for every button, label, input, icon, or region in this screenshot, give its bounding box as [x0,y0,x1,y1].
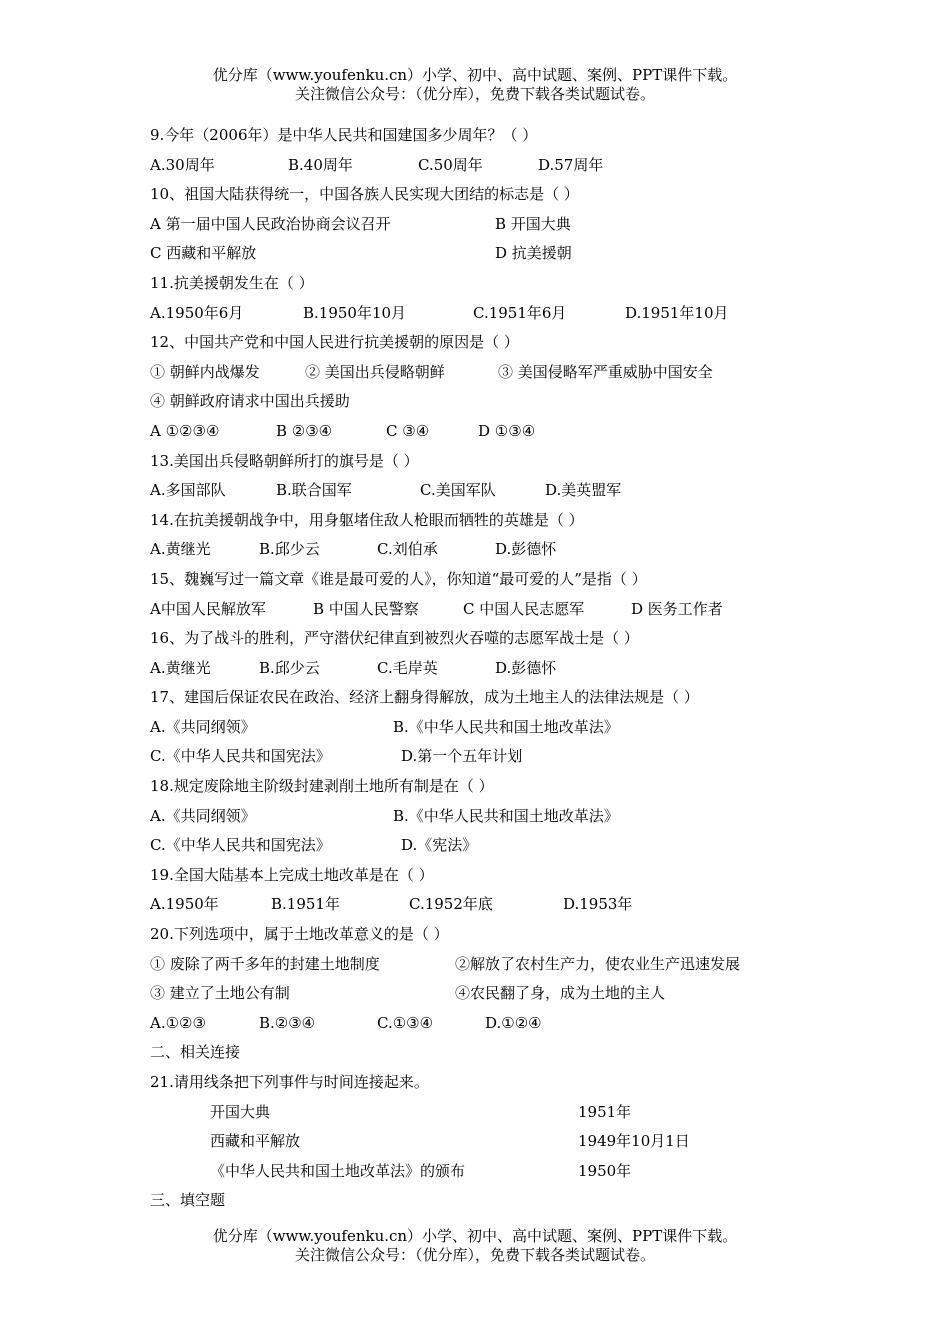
q21-event: 开国大典 [210,1102,271,1121]
q20-option-a: A.①②③ [150,1013,206,1032]
q10-option-c: C 西藏和平解放 [150,244,257,263]
q10-options-ab [150,210,830,240]
q18-option-c: C.《中华人民共和国宪法》 [150,836,331,855]
q20-statement-1: ① 废除了两千多年的封建土地制度 [150,954,380,973]
q12-statement-4: ④ 朝鲜政府请求中国出兵援助 [150,392,350,411]
q14-option-b: B.邱少云 [259,540,320,559]
q16-option-a: A.黄继光 [150,658,211,677]
q13-option-c: C.美国军队 [420,481,496,500]
q17-options-cd [150,742,830,772]
q20-options [150,1009,830,1039]
q10-option-d: D 抗美援朝 [495,244,572,263]
q9-options [150,151,830,181]
q18-stem: 18.规定废除地主阶级封建剥削土地所有制是在（ ） [150,777,494,796]
q21-time: 1950年 [578,1161,632,1180]
footer-line-2: 关注微信公众号：（优分库），免费下载各类试题试卷。 [294,1246,655,1264]
q18-option-b: B.《中华人民共和国土地改革法》 [393,806,619,825]
q16-option-b: B.邱少云 [259,658,320,677]
q9-option-c: C.50周年 [418,155,483,174]
q11-options [150,299,830,329]
q12-statement-2: ② 美国出兵侵略朝鲜 [305,362,445,381]
q10-stem: 10、祖国大陆获得统一，中国各族人民实现大团结的标志是（ ） [150,185,579,204]
q19-stem: 19.全国大陆基本上完成土地改革是在（ ） [150,865,434,884]
q21-row [150,1127,830,1157]
q13-option-a: A.多国部队 [150,481,226,500]
q20-statement-4: ④农民翻了身，成为土地的主人 [455,984,666,1003]
q15-option-d: D 医务工作者 [631,599,723,618]
q12-stem: 12、中国共产党和中国人民进行抗美援朝的原因是（ ） [150,333,519,352]
q14-stem: 14.在抗美援朝战争中，用身躯堵住敌人枪眼而牺牲的英雄是（ ） [150,510,584,529]
q16-option-c: C.毛岸英 [377,658,438,677]
q17-options-ab [150,713,830,743]
q11-option-b: B.1950年10月 [303,303,407,322]
q21-stem: 21.请用线条把下列事件与时间连接起来。 [150,1073,429,1091]
q21-time: 1951年 [578,1102,632,1121]
q17-option-d: D.第一个五年计划 [401,747,523,766]
q18-option-d: D.《宪法》 [401,836,478,855]
q11-option-c: C.1951年6月 [473,303,567,322]
q20-statement-3: ③ 建立了土地公有制 [150,984,290,1003]
q11-option-d: D.1951年10月 [625,303,729,322]
q17-stem: 17、建国后保证农民在政治、经济上翻身得解放，成为土地主人的法律法规是（ ） [150,688,699,707]
q14-option-c: C.刘伯承 [377,540,438,559]
q19-option-d: D.1953年 [563,895,633,914]
q15-option-b: B 中国人民警察 [313,599,419,618]
q12-statements-1 [150,358,830,388]
q16-stem: 16、为了战斗的胜利，严守潜伏纪律直到被烈火吞噬的志愿军战士是（ ） [150,629,639,648]
q20-statements-2 [150,979,830,1009]
header-line-1: 优分库（www.youfenku.cn）小学、初中、高中试题、案例、PPT课件下载。 [212,66,738,84]
q14-option-d: D.彭德怀 [495,540,557,559]
q18-options-cd [150,831,830,861]
q12-option-a: A ①②③④ [150,421,220,440]
q12-option-d: D ①③④ [478,421,536,440]
q9-option-d: D.57周年 [538,155,604,174]
q19-option-b: B.1951年 [271,895,340,914]
q13-option-d: D.美英盟军 [545,481,622,500]
q21-row [150,1098,830,1128]
q10-option-a: A 第一届中国人民政治协商会议召开 [150,214,391,233]
q21-event: 《中华人民共和国土地改革法》的颁布 [210,1161,466,1180]
q19-options [150,890,830,920]
header-line-2: 关注微信公众号：（优分库），免费下载各类试题试卷。 [294,85,655,103]
q11-stem: 11.抗美援朝发生在（ ） [150,273,314,292]
q13-option-b: B.联合国军 [276,481,352,500]
q17-option-c: C.《中华人民共和国宪法》 [150,747,331,766]
q15-option-c: C 中国人民志愿军 [463,599,585,618]
q15-stem: 15、魏巍写过一篇文章《谁是最可爱的人》，你知道“最可爱的人”是指（ ） [150,569,647,588]
q18-option-a: A.《共同纲领》 [150,806,256,825]
q16-options [150,654,830,684]
q14-options [150,535,830,565]
page-footer [0,1227,950,1265]
q15-option-a: A中国人民解放军 [150,599,266,618]
q20-option-b: B.②③④ [259,1013,316,1032]
q12-option-c: C ③④ [386,421,430,440]
footer-line-1: 优分库（www.youfenku.cn）小学、初中、高中试题、案例、PPT课件下载。 [212,1227,738,1245]
q21-event: 西藏和平解放 [210,1132,301,1151]
q20-statements-1 [150,950,830,980]
q19-option-a: A.1950年 [150,895,219,914]
q20-stem: 20.下列选项中，属于土地改革意义的是（ ） [150,925,449,944]
q20-option-d: D.①②④ [485,1013,542,1032]
q17-option-a: A.《共同纲领》 [150,717,256,736]
q11-option-a: A.1950年6月 [150,303,244,322]
q12-option-b: B ②③④ [276,421,333,440]
q15-options [150,595,830,625]
q12-statement-3: ③ 美国侵略军严重威胁中国安全 [498,362,713,381]
section-3-heading: 三、填空题 [150,1191,226,1210]
section-2-heading: 二、相关连接 [150,1043,241,1062]
q17-option-b: B.《中华人民共和国土地改革法》 [393,717,619,736]
q9-option-b: B.40周年 [288,155,353,174]
q13-stem: 13.美国出兵侵略朝鲜所打的旗号是（ ） [150,451,419,470]
q12-statement-1: ① 朝鲜内战爆发 [150,362,260,381]
q9-stem: 9.今年（2006年）是中华人民共和国建国多少周年？（ ） [150,126,538,144]
page-header [0,66,950,104]
q14-option-a: A.黄继光 [150,540,211,559]
q10-options-cd [150,239,830,269]
q18-options-ab [150,802,830,832]
q19-option-c: C.1952年底 [409,895,493,914]
q9-option-a: A.30周年 [150,155,215,174]
q10-option-b: B 开国大典 [495,214,571,233]
exam-content [150,121,830,1216]
q20-statement-2: ②解放了农村生产力，使农业生产迅速发展 [455,954,741,973]
q21-time: 1949年10月1日 [578,1132,690,1151]
q21-row [150,1157,830,1187]
q16-option-d: D.彭德怀 [495,658,557,677]
q13-options [150,476,830,506]
q12-options [150,417,830,447]
q20-option-c: C.①③④ [377,1013,434,1032]
